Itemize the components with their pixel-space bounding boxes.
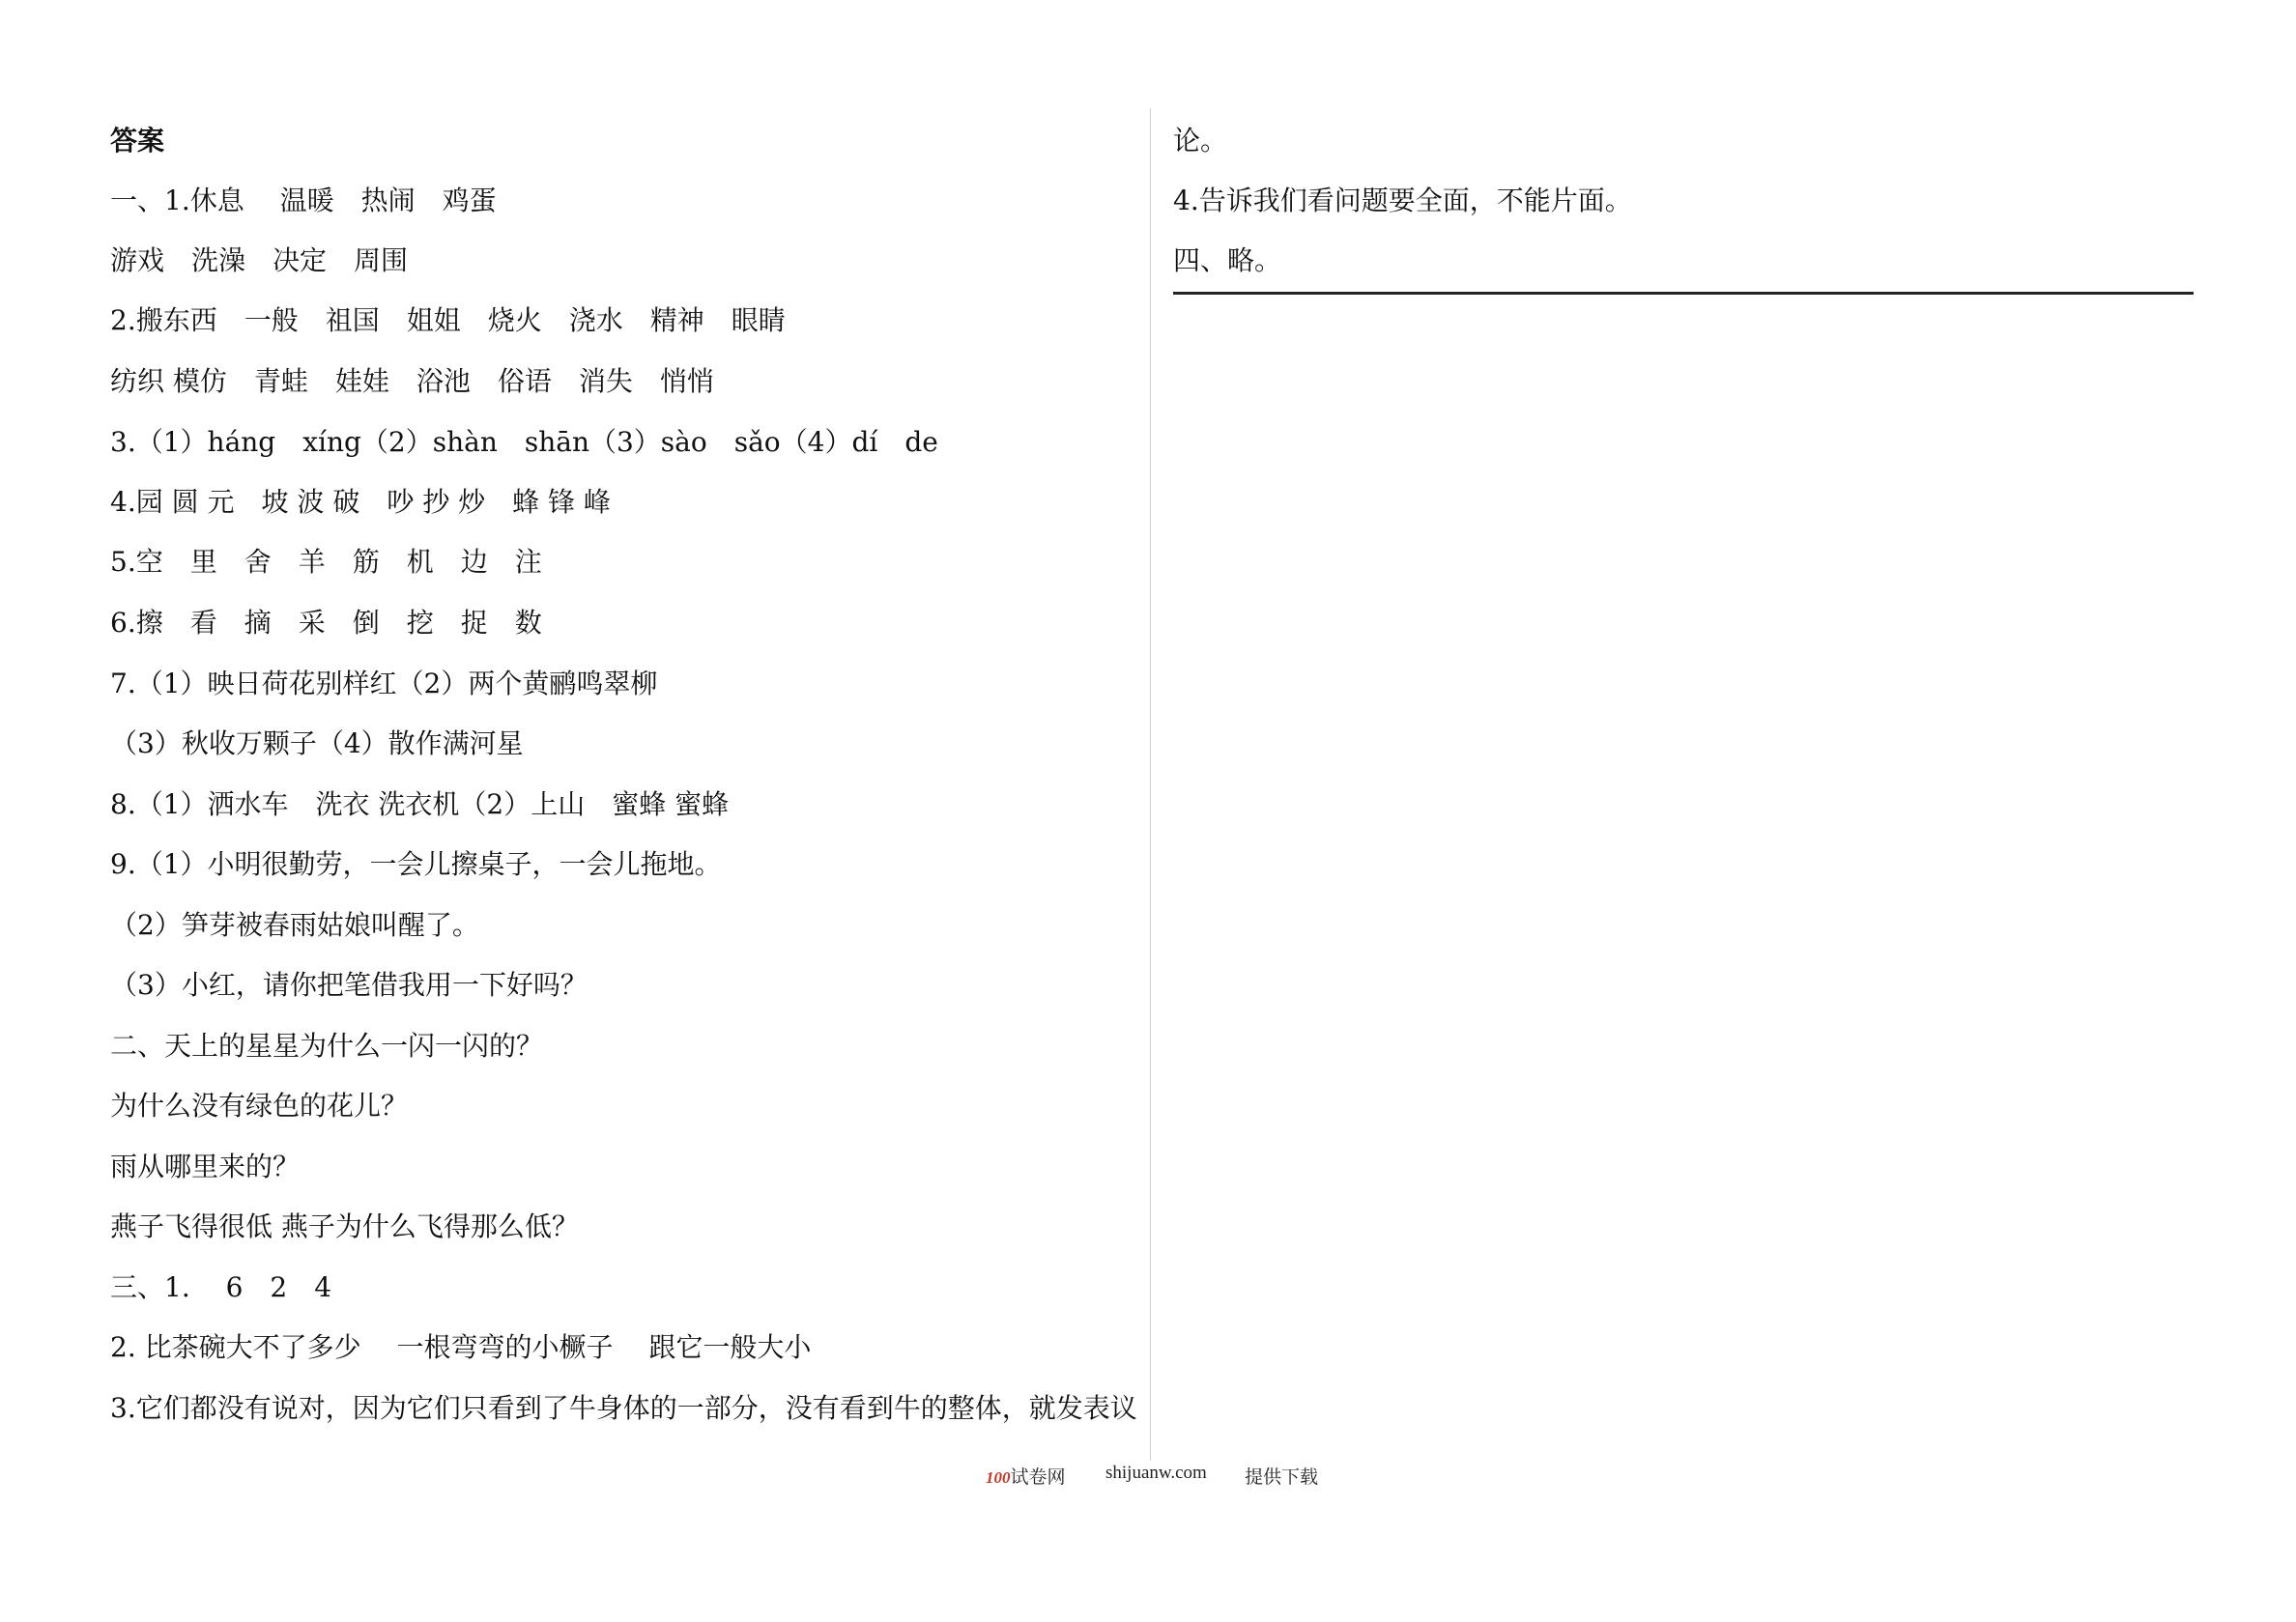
answer-line: 燕子飞得很低 燕子为什么飞得那么低？ <box>110 1210 579 1242</box>
answer-line: 2.搬东西 一般 祖国 姐姐 烧火 浇水 精神 眼睛 <box>110 304 786 336</box>
end-rule <box>1173 292 2194 295</box>
page-footer <box>0 1463 2296 1492</box>
answer-line: 3.（1）háng xíng（2）shàn shān（3）sào sǎo（4）dí de <box>110 426 938 458</box>
answer-line: 论。 <box>1173 125 1228 157</box>
answer-line: 为什么没有绿色的花儿？ <box>110 1090 409 1122</box>
answer-line: 4.园 圆 元 坡 波 破 吵 抄 炒 蜂 锋 峰 <box>110 486 611 518</box>
logo-number: 100 <box>986 1468 1011 1487</box>
answer-line: 游戏 洗澡 决定 周围 <box>110 244 409 276</box>
answer-line: 8.（1）洒水车 洗衣 洗衣机（2）上山 蜜蜂 蜜蜂 <box>110 788 730 820</box>
answer-line: 6.擦 看 摘 采 倒 挖 捉 数 <box>110 607 542 639</box>
answer-line: 雨从哪里来的？ <box>110 1151 301 1182</box>
answer-line: 四、略。 <box>1173 244 1282 276</box>
answer-line: （2）笋芽被春雨姑娘叫醒了。 <box>110 909 479 941</box>
answer-line: 7.（1）映日荷花别样红（2）两个黄鹂鸣翠柳 <box>110 668 658 699</box>
download-note: 提供下载 <box>1245 1467 1319 1488</box>
answer-line: 二、天上的星星为什么一闪一闪的？ <box>110 1030 544 1062</box>
answer-line: 2. 比茶碗大不了多少 一根弯弯的小橛子 跟它一般大小 <box>110 1331 812 1363</box>
answer-line: 5.空 里 舍 羊 筋 机 边 注 <box>110 546 542 578</box>
answer-line: 纺织 模仿 青蛙 娃娃 浴池 俗语 消失 悄悄 <box>110 365 714 397</box>
answer-line: 三、1. 6 2 4 <box>110 1271 332 1303</box>
answer-line: （3）小红，请你把笔借我用一下好吗？ <box>110 969 588 1001</box>
answer-line: （3）秋收万颗子（4）散作满河星 <box>110 727 524 759</box>
site-logo <box>986 1463 1066 1489</box>
answer-line: 3.它们都没有说对，因为它们只看到了牛身体的一部分，没有看到牛的整体，就发表议 <box>110 1392 1137 1424</box>
answer-line: 4.告诉我们看问题要全面，不能片面。 <box>1173 185 1632 216</box>
answer-line: 一、1.休息 温暖 热闹 鸡蛋 <box>110 185 497 216</box>
column-divider <box>1150 108 1151 1461</box>
answer-line: 9.（1）小明很勤劳，一会儿擦桌子，一会儿拖地。 <box>110 848 722 880</box>
answer-heading: 答案 <box>110 125 165 157</box>
site-url: shijuanw.com <box>1105 1463 1207 1483</box>
logo-text: 试卷网 <box>1010 1467 1066 1488</box>
